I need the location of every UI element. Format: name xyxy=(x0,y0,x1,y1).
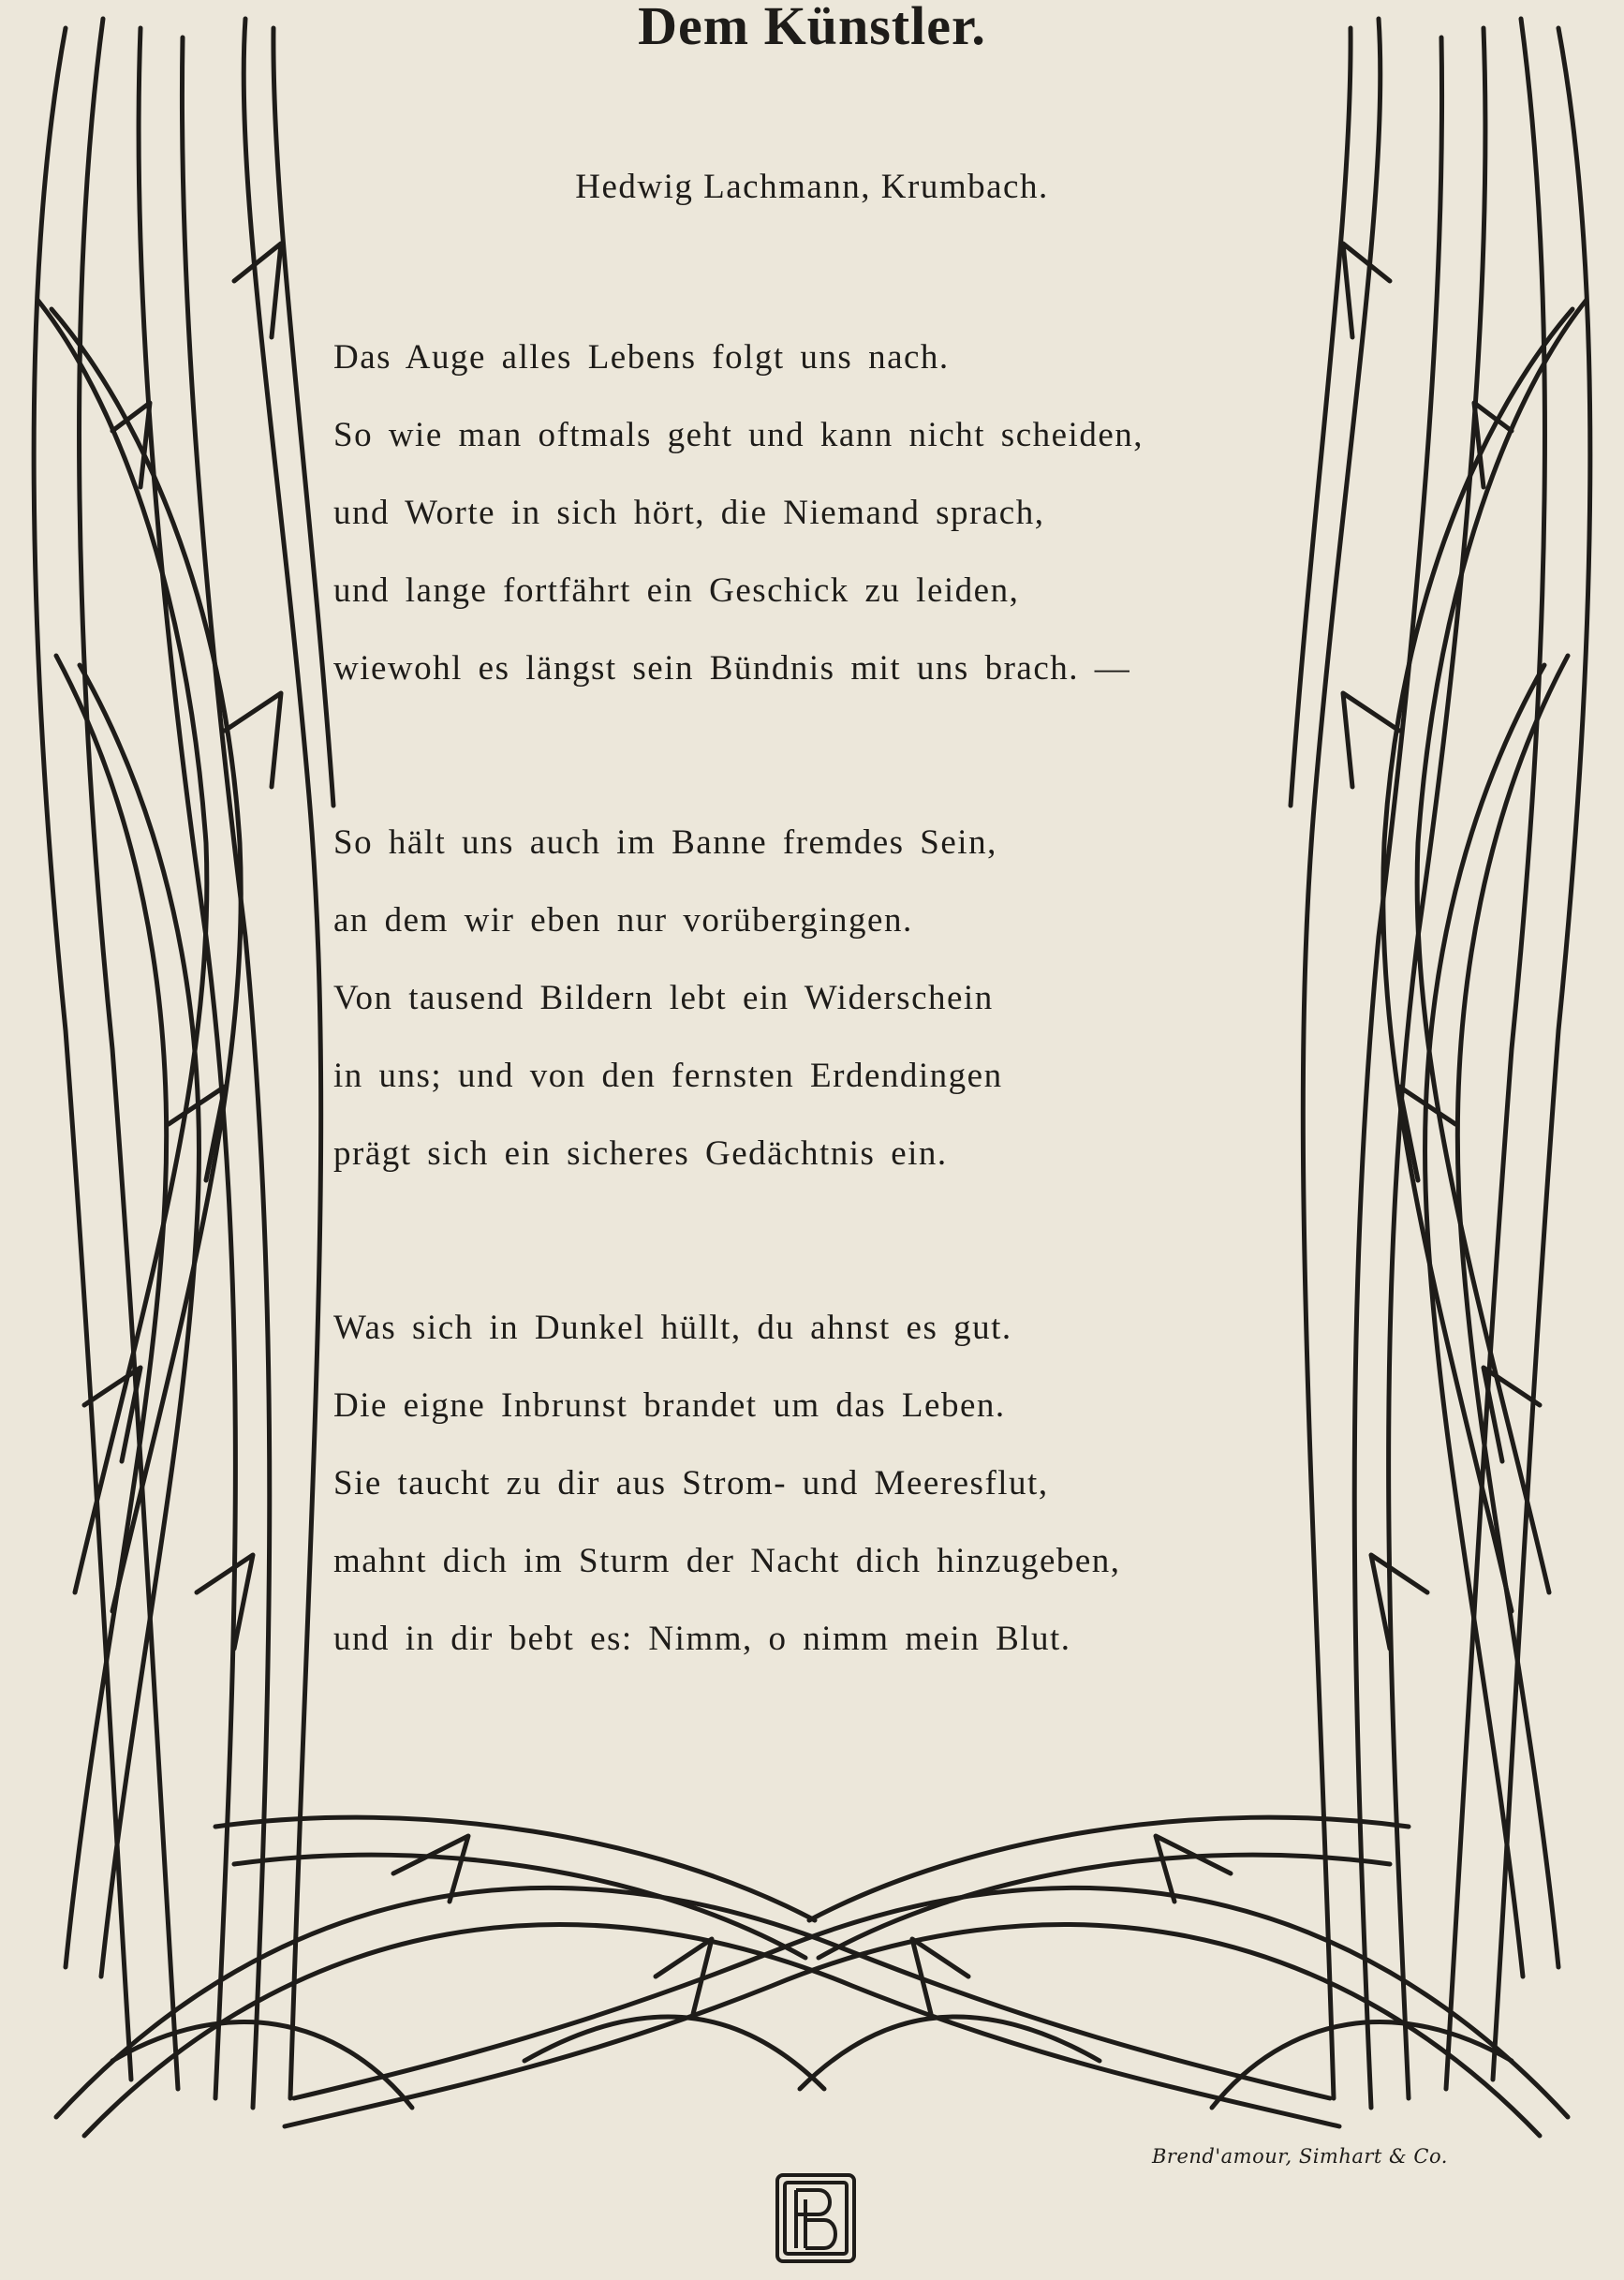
poem-line: und in dir bebt es: Nimm, o nimm mein Blut. xyxy=(333,1620,1071,1658)
poem-line: und lange fortfährt ein Geschick zu leiden, xyxy=(333,571,1020,610)
printer-signature: Brend'amour, Simhart & Co. xyxy=(1152,2145,1448,2168)
poem-line: So hält uns auch im Banne fremdes Sein, xyxy=(333,823,997,862)
bottom-leaf-band xyxy=(56,1817,1568,2136)
poem-stanza-2 xyxy=(333,804,1373,1192)
poem-line: Sie taucht zu dir aus Strom- und Meeresflut, xyxy=(333,1464,1049,1503)
poem-stanza-3 xyxy=(333,1289,1373,1678)
poem-line: an dem wir eben nur vorübergingen. xyxy=(333,901,913,940)
poem-line: Das Auge alles Lebens folgt uns nach. xyxy=(333,338,950,377)
poem-line: mahnt dich im Sturm der Nacht dich hinzugeben, xyxy=(333,1542,1121,1580)
poem-line: in uns; und von den fernsten Erdendingen xyxy=(333,1057,1003,1095)
poem-line: So wie man oftmals geht und kann nicht scheiden, xyxy=(333,416,1144,454)
poem-line: Was sich in Dunkel hüllt, du ahnst es gut. xyxy=(333,1309,1012,1347)
poem-stanza-1 xyxy=(333,318,1373,707)
left-leaf-column xyxy=(34,19,333,2108)
poem-line: und Worte in sich hört, die Niemand sprach, xyxy=(333,494,1045,532)
pb-monogram-icon xyxy=(774,2171,858,2265)
poem-title: Dem Künstler. xyxy=(638,0,986,56)
poem-line: Die eigne Inbrunst brandet um das Leben. xyxy=(333,1386,1006,1425)
poem-line: prägt sich ein sicheres Gedächtnis ein. xyxy=(333,1134,948,1173)
poem-byline: Hedwig Lachmann, Krumbach. xyxy=(575,168,1049,206)
poem-line: Von tausend Bildern lebt ein Widerschein xyxy=(333,979,994,1017)
poem-line: wiewohl es längst sein Bündnis mit uns brach. — xyxy=(333,649,1131,688)
